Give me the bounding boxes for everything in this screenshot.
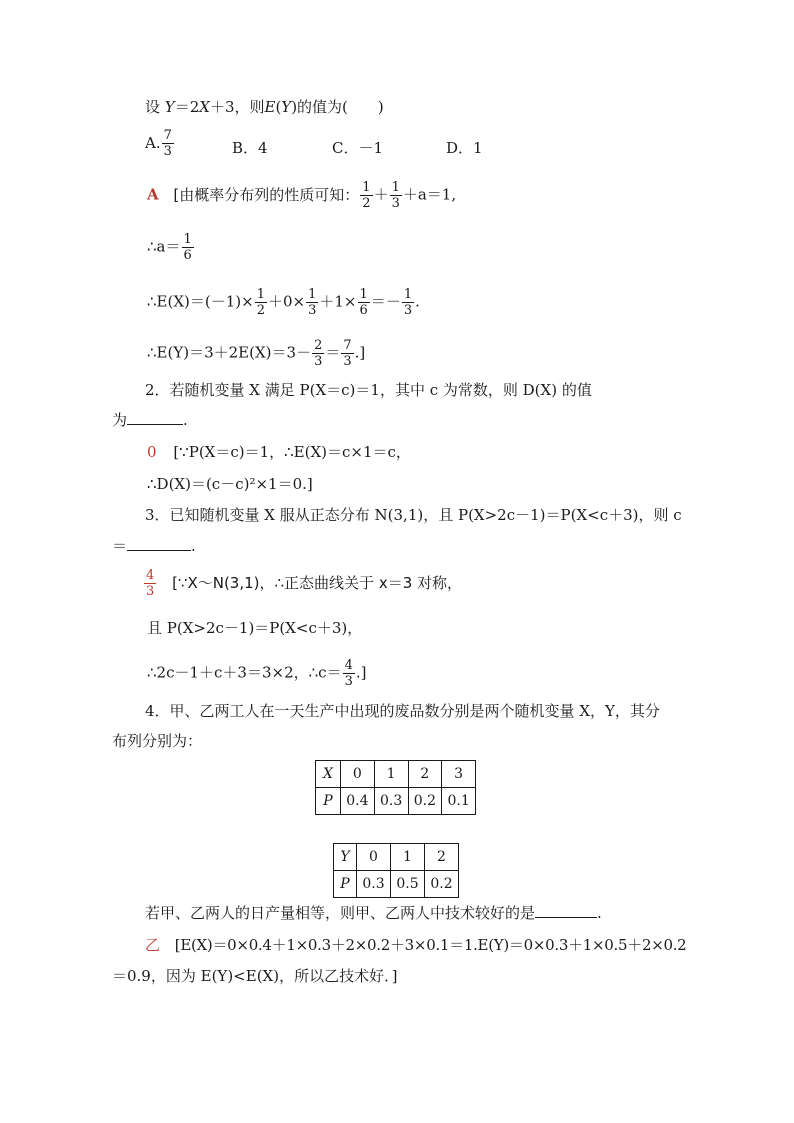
fraction: $\frac{4}{3}$ [344,658,353,689]
table-row: P 0.3 0.5 0.2 [334,871,459,898]
fraction: $\frac{1}{3}$ [403,287,413,318]
q1-solution-line4: ∴E(Y)＝3＋2E(X)＝3－ $\frac{2}{3}$ ＝ $\frac{7}{3}$ .] [147,338,366,369]
q4-answer: 乙 [145,936,161,954]
q1-options [145,128,175,159]
answer-blank [535,903,597,918]
fraction: $\frac{1}{6}$ [183,232,192,263]
q1-stem: 设 Y＝2X＋3，则E(Y)的值为( ) [145,98,384,116]
q4-stem-line2: 布列分别为： [112,732,203,750]
q4-question: 若甲、乙两人的日产量相等，则甲、乙两人中技术较好的是 . [145,904,602,922]
answer-blank [127,410,183,425]
q1-option-c: C．－1 [332,139,384,157]
fraction: $\frac{7}{3}$ [343,338,352,369]
distribution-table-x [315,760,476,815]
q4-solution-line2: ＝0.9，因为 E(Y)<E(X)，所以乙技术好．] [112,967,398,985]
q3-solution-line1: $\frac{4}{3}$ [∵X～N(3,1)，∴正态曲线关于 x＝3 对称， [146,568,463,599]
table-row: Y 0 1 2 [334,844,459,871]
q1-option-d: D．1 [446,139,483,157]
q3-answer: $\frac{4}{3}$ [146,568,155,599]
q3-solution-line2: 且 P(X>2c－1)＝P(X<c＋3)， [147,619,363,637]
q2-answer: 0 [147,443,157,461]
q2-solution-line1: 0 [∵P(X＝c)＝1，∴E(X)＝c×1＝c， [147,443,411,461]
fraction: $\frac{1}{2}$ [256,287,265,318]
fraction: $\frac{1}{3}$ [391,180,400,211]
fraction: $\frac{1}{2}$ [362,180,371,211]
fraction: $\frac{1}{6}$ [359,287,368,318]
fraction: $\frac{7}{3}$ [163,128,172,159]
q2-stem-line2: 为 . [112,411,188,429]
q1-option-b: B．4 [232,139,268,157]
q1-solution-line1: A [由概率分布列的性质可知： $\frac{1}{2}$ ＋ $\frac{1}{3}$ ＋a＝1, [147,180,457,211]
fraction: $\frac{1}{3}$ [308,287,317,318]
q2-solution-line2: ∴D(X)＝(c－c)²×1＝0.] [147,475,313,493]
q2-stem-line1: 2．若随机变量 X 满足 P(X＝c)＝1，其中 c 为常数，则 D(X) 的值 [145,381,592,399]
q3-stem-line1: 3．已知随机变量 X 服从正态分布 N(3,1)，且 P(X>2c－1)＝P(X<c＋3)，则 c [145,506,682,524]
q3-solution-line3: ∴2c－1＋c＋3＝3×2，∴c＝ $\frac{4}{3}$ .] [147,658,367,689]
table-row: X 0 1 2 3 [316,761,476,788]
q1-solution-line2: ∴a＝ $\frac{1}{6}$ [147,232,192,263]
q1-solution-line3: ∴E(X)＝(－1)× $\frac{1}{2}$ ＋0× $\frac{1}{3}$ ＋1× $\frac{1}{6}$ ＝－ $\frac{1}{3}$ . [147,287,420,318]
q1-option-a: A. $\frac{7}{3}$ [145,128,172,159]
answer-blank [127,536,191,551]
fraction: $\frac{2}{3}$ [314,338,323,369]
q1-answer: A [147,185,159,204]
q4-solution-line1: 乙 [E(X)＝0×0.4＋1×0.3＋2×0.2＋3×0.1＝1.E(Y)＝0×0.3＋1×0.5＋2×0.2 [145,936,687,954]
q4-stem-line1: 4．甲、乙两工人在一天生产中出现的废品数分别是两个随机变量 X，Y，其分 [145,702,660,720]
q3-stem-line2: ＝ . [112,537,196,555]
table-row: P 0.4 0.3 0.2 0.1 [316,788,476,815]
distribution-table-y [333,843,459,898]
